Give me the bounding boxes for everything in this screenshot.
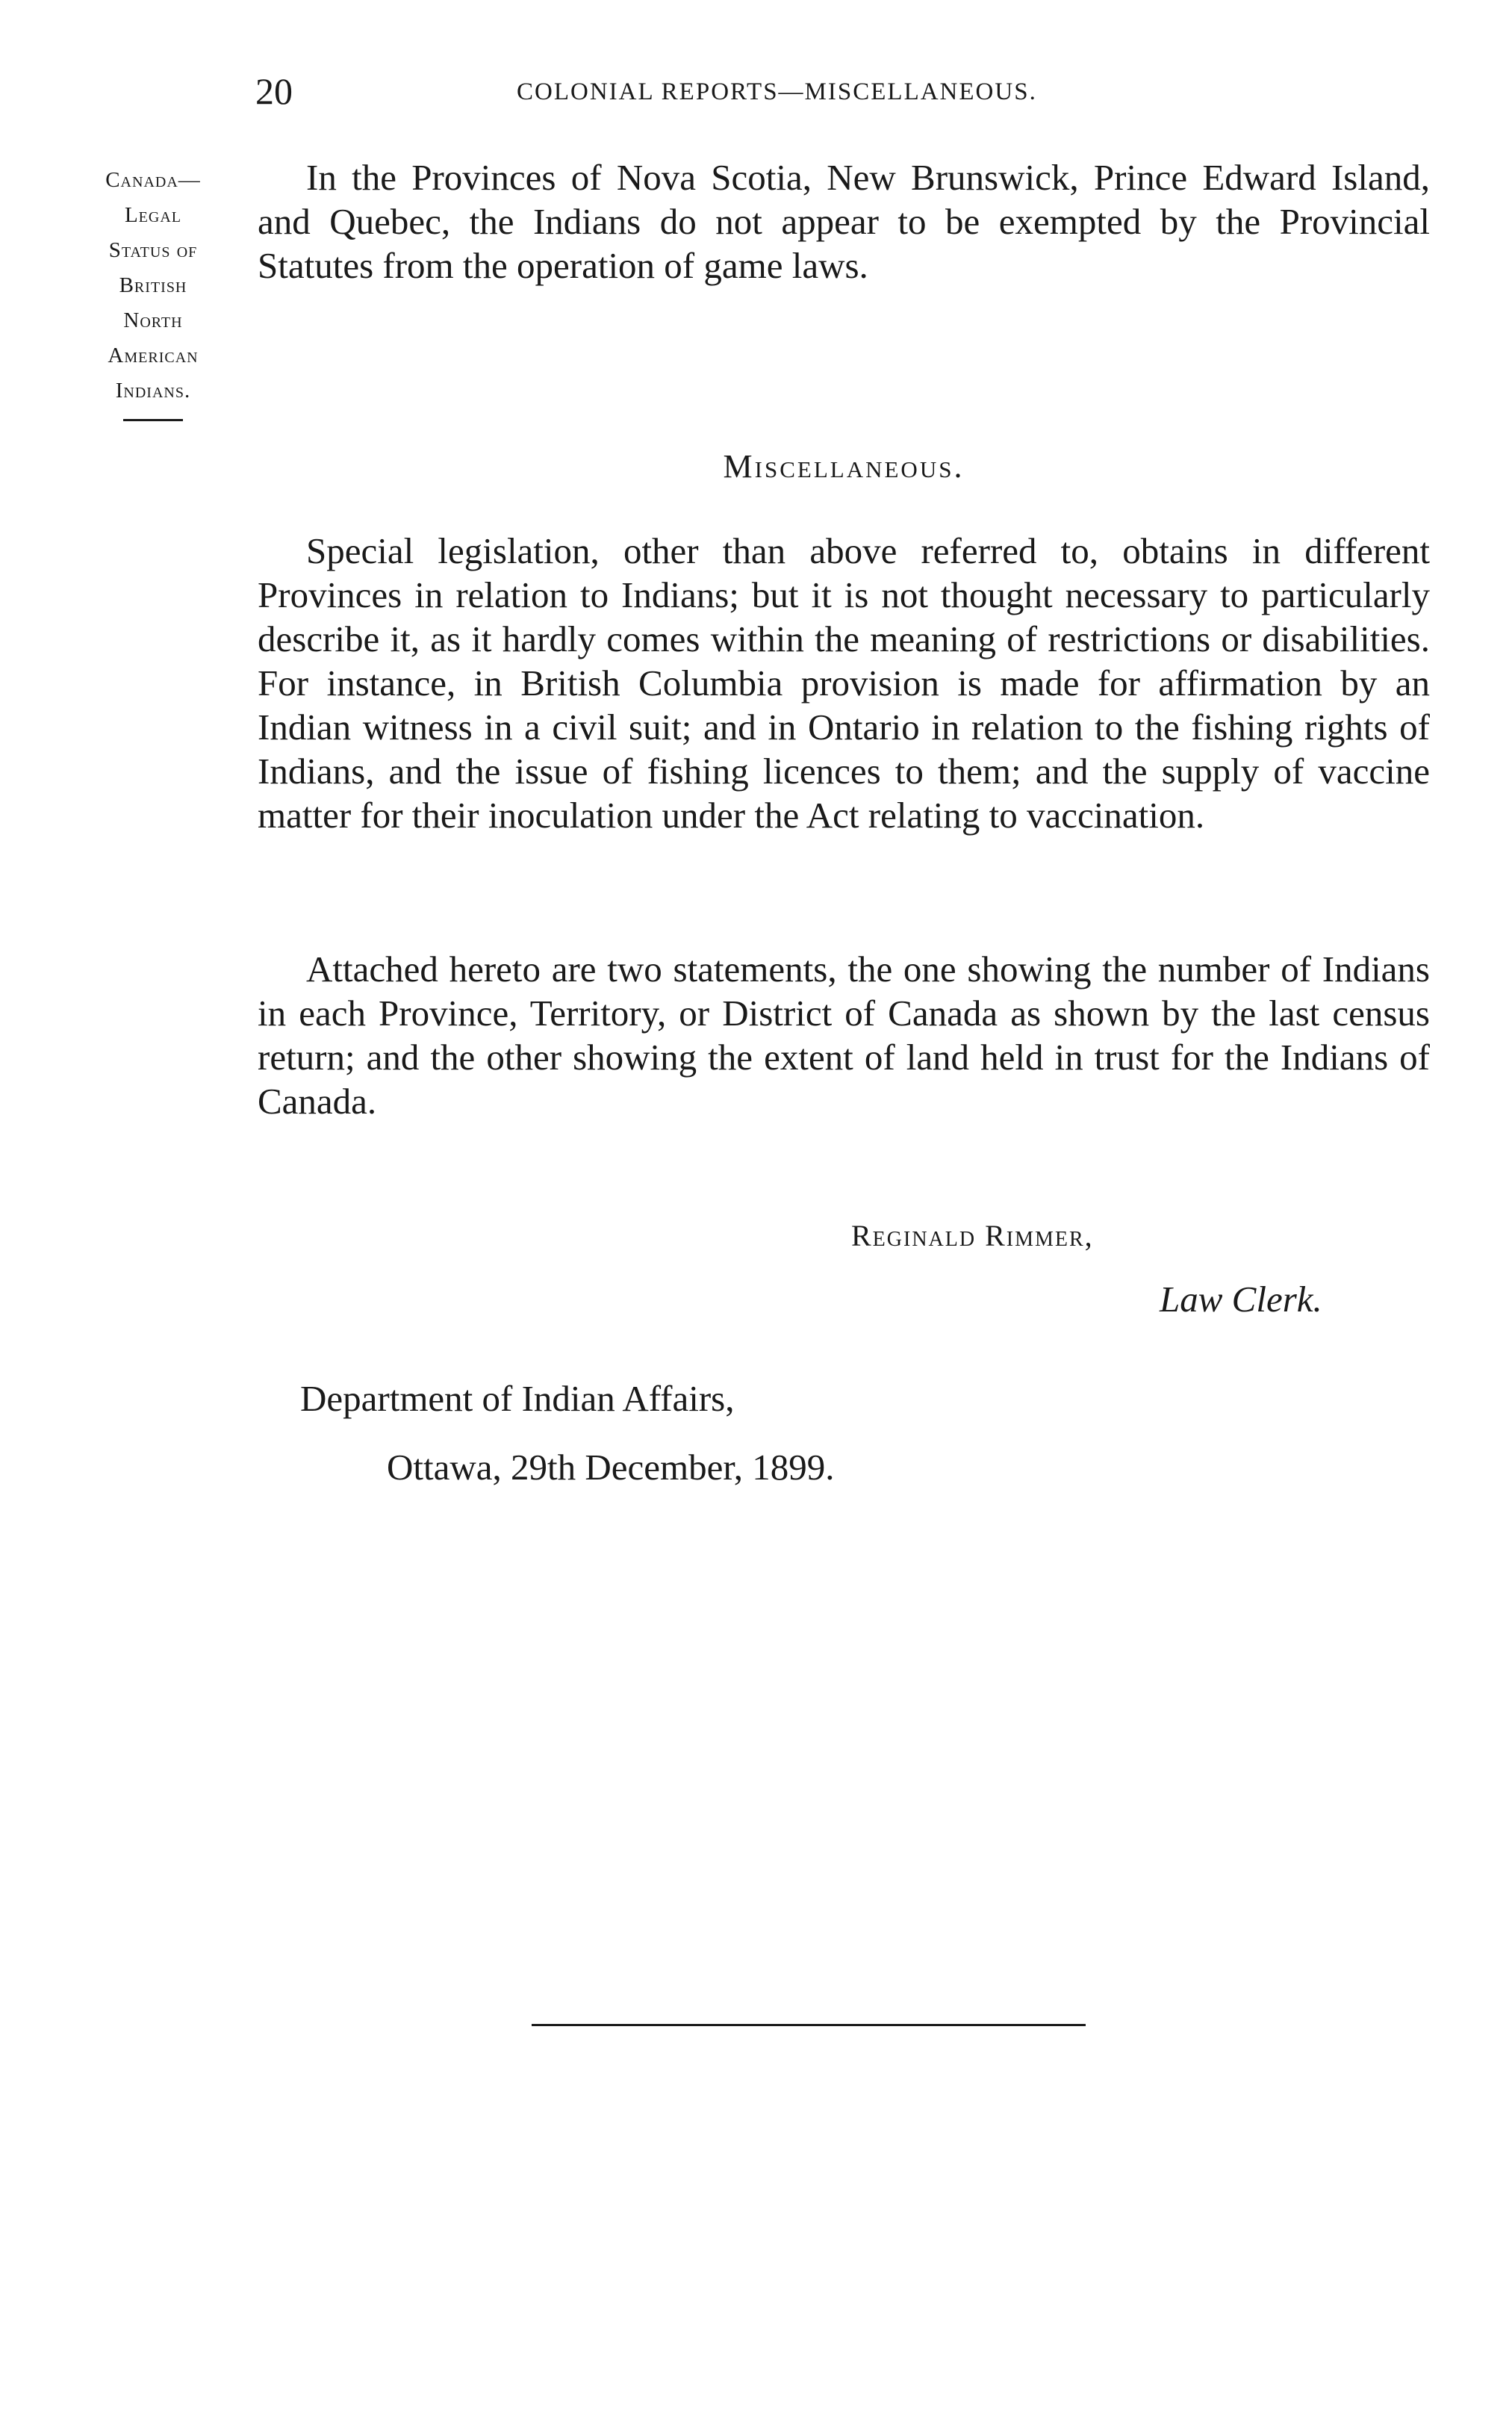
marginal-note (52, 163, 254, 421)
marginal-note-line: Canada— (105, 168, 201, 192)
department-name: Department of Indian Affairs, (300, 1378, 735, 1419)
running-header (255, 69, 1437, 114)
marginal-note-line: Indians. (115, 379, 191, 403)
section-heading: Miscellaneous. (723, 448, 965, 485)
marginal-note-line: British (119, 273, 187, 297)
running-title: COLONIAL REPORTS—MISCELLANEOUS. (517, 78, 1037, 105)
marginal-note-line: Legal (124, 203, 182, 227)
signatory-name: Reginald Rimmer, (851, 1219, 1094, 1252)
marginal-note-line: North (123, 308, 183, 332)
paragraph-game-laws: In the Provinces of Nova Scotia, New Brunswick, Prince Edward Island, and Quebec, the Indians do not appear to be exempted by the Provincial Statutes from the operation of game laws. (258, 157, 1430, 286)
signatory-title: Law Clerk. (1160, 1279, 1322, 1320)
paragraph-attached-statements: Attached hereto are two statements, the one showing the number of Indians in each Province, Territory, or District of Canada as shown by the last census return; and the other showing the extent of land held in trust for the Indians of Canada. (258, 948, 1430, 1122)
end-rule (532, 2024, 1086, 2026)
dateline: Ottawa, 29th December, 1899. (387, 1447, 835, 1488)
paragraph-special-legislation: Special legislation, other than above referred to, obtains in different Provinces in relation to Indians; but it is not thought necessary to particularly describe it, as it hardly comes within the meaning of restrictions or disabilities. For instance, in British Columbia provision is made for affirmation by an Indian witness in a civil suit; and in Ontario in relation to the fishing rights of Indians, and the issue of fishing licences to them; and the supply of vaccine matter for their inoculation under the Act relating to vaccination. (258, 530, 1430, 836)
marginal-note-line: Status of (108, 238, 198, 262)
marginal-note-rule (123, 419, 183, 421)
marginal-note-line: American (108, 344, 199, 367)
page-number: 20 (255, 70, 293, 112)
